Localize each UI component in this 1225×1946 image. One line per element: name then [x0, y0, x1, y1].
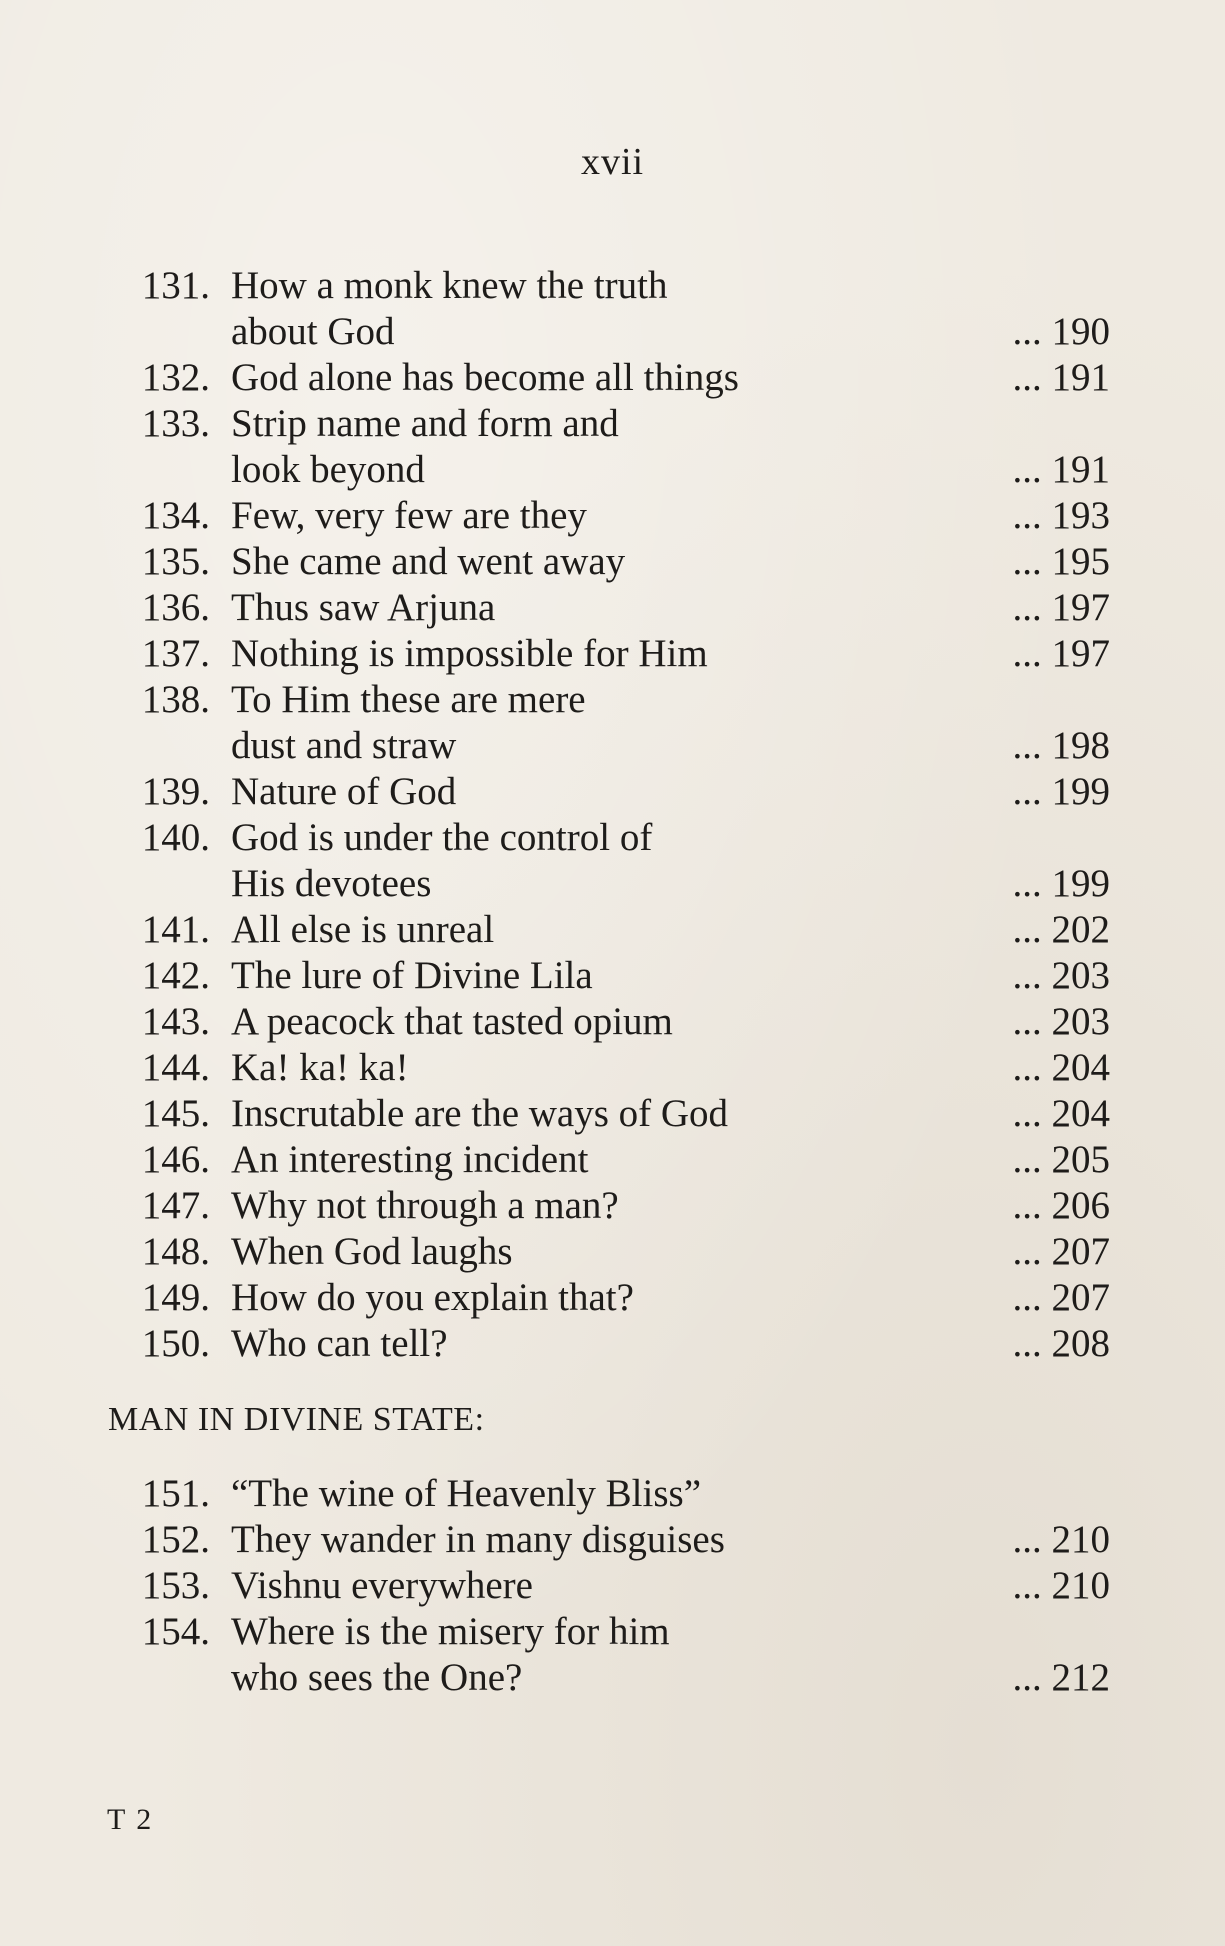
toc-entry-line — [120, 1045, 1110, 1091]
toc-entry-line — [120, 1275, 1110, 1321]
toc-entry — [120, 1321, 1110, 1367]
entry-title: God is under the control of — [231, 816, 653, 859]
toc-entry — [120, 677, 1110, 769]
entry-number: 136. — [141, 586, 210, 629]
toc-entry-line — [120, 677, 1110, 723]
entry-page-ref: ... 199 — [1012, 770, 1110, 813]
entry-title: Strip name and form and — [231, 402, 619, 445]
toc-entry-line — [120, 1655, 1110, 1701]
entry-page-ref: ... 190 — [1012, 310, 1110, 353]
entry-page-ref: ... 193 — [1012, 494, 1110, 537]
toc-entry — [120, 815, 1110, 907]
toc-entry-line — [120, 861, 1110, 907]
toc-entry — [120, 1517, 1110, 1563]
toc-entry-line — [120, 1563, 1110, 1609]
toc-entry — [120, 769, 1110, 815]
toc-entry-line — [120, 539, 1110, 585]
entry-title: “The wine of Heavenly Bliss” — [231, 1472, 702, 1515]
entry-page-ref: ... 204 — [1012, 1046, 1110, 1089]
entry-number: 144. — [141, 1046, 210, 1089]
toc-entry-line — [120, 447, 1110, 493]
toc-entry — [120, 355, 1110, 401]
toc-entry — [120, 493, 1110, 539]
toc-entry-line — [120, 1091, 1110, 1137]
entry-title: They wander in many disguises — [231, 1518, 725, 1561]
entry-title: who sees the One? — [231, 1656, 523, 1699]
entry-title: When God laughs — [231, 1230, 513, 1273]
entry-number: 148. — [141, 1230, 210, 1273]
toc-entry-line — [120, 263, 1110, 309]
entry-page-ref: ... 210 — [1012, 1518, 1110, 1561]
entry-title: Ka! ka! ka! — [231, 1046, 409, 1089]
entry-page-ref: ... 197 — [1012, 586, 1110, 629]
toc-entry — [120, 1091, 1110, 1137]
entry-number: 133. — [141, 402, 210, 445]
entry-number: 142. — [141, 954, 210, 997]
entry-number: 140. — [141, 816, 210, 859]
entry-page-ref: ... 199 — [1012, 862, 1110, 905]
toc-entry — [120, 1471, 1110, 1517]
entry-title: To Him these are mere — [231, 678, 586, 721]
toc-entry-line — [120, 907, 1110, 953]
entry-number: 143. — [141, 1000, 210, 1043]
entry-page-ref: ... 197 — [1012, 632, 1110, 675]
toc-entry-line — [120, 585, 1110, 631]
entry-title: Vishnu everywhere — [231, 1564, 533, 1607]
entry-title: look beyond — [231, 448, 425, 491]
entry-number: 151. — [141, 1472, 210, 1515]
toc-entry-line — [120, 1517, 1110, 1563]
toc-entry-line — [120, 999, 1110, 1045]
entry-title: The lure of Divine Lila — [231, 954, 593, 997]
entry-page-ref: ... 207 — [1012, 1276, 1110, 1319]
toc-entry — [120, 1275, 1110, 1321]
entry-number: 137. — [141, 632, 210, 675]
entry-number: 149. — [141, 1276, 210, 1319]
entry-title: Who can tell? — [231, 1322, 448, 1365]
toc-entry-line — [120, 1183, 1110, 1229]
toc-part-2 — [120, 1471, 1110, 1701]
entry-title: Nature of God — [231, 770, 457, 813]
toc-entry-line — [120, 493, 1110, 539]
toc-entry-line — [120, 1609, 1110, 1655]
entry-title: dust and straw — [231, 724, 457, 767]
entry-number: 135. — [141, 540, 210, 583]
entry-title: All else is unreal — [231, 908, 495, 951]
entry-number: 138. — [141, 678, 210, 721]
entry-page-ref: ... 191 — [1012, 448, 1110, 491]
entry-title: A peacock that tasted opium — [231, 1000, 673, 1043]
entry-title: Inscrutable are the ways of God — [231, 1092, 729, 1135]
entry-title: Nothing is impossible for Him — [231, 632, 708, 675]
entry-title: Where is the misery for him — [231, 1610, 670, 1653]
entry-page-ref: ... 207 — [1012, 1230, 1110, 1273]
toc-entry — [120, 401, 1110, 493]
entry-title: God alone has become all things — [231, 356, 739, 399]
entry-title: His devotees — [231, 862, 432, 905]
page-number: xvii — [580, 141, 645, 183]
toc-entry — [120, 585, 1110, 631]
toc-entry-line — [120, 1321, 1110, 1367]
entry-page-ref: ... 195 — [1012, 540, 1110, 583]
toc-entry — [120, 1609, 1110, 1701]
table-of-contents — [108, 263, 1110, 1701]
toc-entry — [120, 539, 1110, 585]
toc-entry-line — [120, 401, 1110, 447]
toc-entry-line — [120, 1471, 1110, 1517]
entry-page-ref: ... 203 — [1012, 954, 1110, 997]
toc-entry-line — [120, 815, 1110, 861]
toc-entry — [120, 907, 1110, 953]
toc-entry — [120, 1183, 1110, 1229]
toc-entry-line — [120, 355, 1110, 401]
entry-page-ref: ... 203 — [1012, 1000, 1110, 1043]
toc-entry — [120, 1229, 1110, 1275]
entry-page-ref: ... 210 — [1012, 1564, 1110, 1607]
toc-entry-line — [120, 1137, 1110, 1183]
toc-entry-line — [120, 723, 1110, 769]
entry-title: Few, very few are they — [231, 494, 587, 537]
entry-page-ref: ... 204 — [1012, 1092, 1110, 1135]
toc-entry-line — [120, 953, 1110, 999]
entry-number: 132. — [141, 356, 210, 399]
toc-entry — [120, 263, 1110, 355]
toc-entry — [120, 953, 1110, 999]
entry-number: 139. — [141, 770, 210, 813]
entry-page-ref: ... 212 — [1012, 1656, 1110, 1699]
entry-page-ref: ... 205 — [1012, 1138, 1110, 1181]
signature-mark: T 2 — [107, 1803, 154, 1836]
entry-number: 145. — [141, 1092, 210, 1135]
entry-title: about God — [231, 310, 395, 353]
entry-title: How a monk knew the truth — [231, 264, 668, 307]
entry-page-ref: ... 206 — [1012, 1184, 1110, 1227]
toc-entry-line — [120, 309, 1110, 355]
entry-title: How do you explain that? — [231, 1276, 634, 1319]
toc-part-1 — [120, 263, 1110, 1367]
entry-page-ref: ... 208 — [1012, 1322, 1110, 1365]
toc-entry — [120, 631, 1110, 677]
entry-title: Why not through a man? — [231, 1184, 619, 1227]
entry-number: 131. — [141, 264, 210, 307]
toc-entry-line — [120, 631, 1110, 677]
entry-number: 154. — [141, 1610, 210, 1653]
entry-number: 153. — [141, 1564, 210, 1607]
entry-page-ref: ... 198 — [1012, 724, 1110, 767]
toc-entry — [120, 999, 1110, 1045]
entry-number: 147. — [141, 1184, 210, 1227]
entry-number: 141. — [141, 908, 210, 951]
entry-title: An interesting incident — [231, 1138, 589, 1181]
entry-number: 152. — [141, 1518, 210, 1561]
toc-entry — [120, 1563, 1110, 1609]
entry-number: 134. — [141, 494, 210, 537]
toc-entry-line — [120, 769, 1110, 815]
entry-page-ref: ... 191 — [1012, 356, 1110, 399]
toc-entry — [120, 1137, 1110, 1183]
toc-entry — [120, 1045, 1110, 1091]
entry-number: 150. — [141, 1322, 210, 1365]
entry-title: Thus saw Arjuna — [231, 586, 496, 629]
section-heading: MAN IN DIVINE STATE: — [108, 1401, 485, 1438]
entry-page-ref: ... 202 — [1012, 908, 1110, 951]
entry-title: She came and went away — [231, 540, 626, 583]
toc-entry-line — [120, 1229, 1110, 1275]
entry-number: 146. — [141, 1138, 210, 1181]
